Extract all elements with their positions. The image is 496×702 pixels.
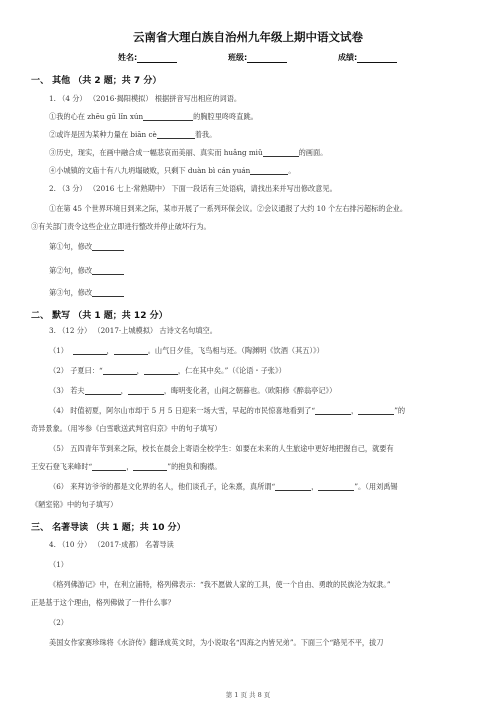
q3-part-4-comma: ， [351,406,359,415]
score-field [338,52,397,63]
q1-item-4-text: ④小城镇的文庙十有八九坍塌破败，只剩下 duàn bì cán yuán [49,166,251,175]
q3-part-3-blank-2[interactable] [128,386,164,395]
q3-part-2 [49,366,286,375]
q3-part-4-text: （4） 时值初夏，阿尔山市却于 5 月 5 日迎来一场大雪，早起的市民惊喜地看到了“ [49,406,316,415]
q3-part-4-blank-1[interactable] [315,406,351,415]
question-2-header: 2. （3 分） （2016 七上·常熟期中） 下面一段话有三处语病，请找出来并写出修改意见。 [49,184,337,193]
q1-item-1-blank[interactable] [143,112,193,121]
q3-part-3-tail: ，晦明变化者，山间之朝暮也。（欧阳修《醉翁亭记》） [163,386,337,395]
section-heading-1: 一、 其他 （共 2 题；共 7 分） [31,76,162,86]
class-field [228,52,287,63]
q3-part-4 [49,406,405,415]
q2-fix-1-label: 第①句，修改 [49,242,93,251]
q3-part-6-text: （6） 来拜访爷爷的都是文化界的名人，他们谈孔子，论朱熹，真所谓“ [49,482,276,491]
q1-item-3-tail: 的画面。 [298,148,328,157]
q4-sub-1-label: （1） [49,560,68,569]
q2-text-line-2: ③有关部门责令这些企业立即进行整改并停止破坏行为。 [31,222,211,231]
q3-part-4-blank-2[interactable] [358,406,394,415]
q1-item-2-text: ②或许是因为某种力量在 biān cè [49,130,157,139]
page-footer: 第 1 页 共 8 页 [225,691,271,699]
q3-part-1 [49,346,324,355]
q3-part-2-blank-2[interactable] [144,366,178,375]
q1-item-2 [49,130,216,139]
q3-part-2-comma: ， [136,366,144,375]
q3-part-6-blank-2[interactable] [318,482,354,491]
q2-fix-2-label: 第②句，修改 [49,266,93,275]
q1-item-4 [49,166,296,175]
q3-part-6-blank-1[interactable] [275,482,311,491]
q2-text-line-1: ①在第 45 个世界环境日到来之际，某市开展了一系列环保会议。②会议通报了大约 10 个左右排污超标的企业。 [49,204,408,213]
q2-fix-1-blank[interactable] [92,242,124,251]
q1-item-1-text: ①我的心在 zhēu gū lǐn xún [49,112,144,121]
class-label: 班级: [228,53,248,62]
score-label: 成绩: [338,53,358,62]
q3-part-5-text: 王安石登飞来峰时“ [31,462,93,471]
q3-part-3-text: （3） 若夫 [49,386,85,395]
q3-part-5-blank-2[interactable] [133,462,167,471]
student-info-row [0,52,496,66]
score-blank[interactable] [357,53,397,63]
q3-part-5-blank-1[interactable] [92,462,126,471]
q1-item-3 [49,148,327,157]
name-label: 姓名: [118,53,138,62]
name-field [118,52,177,63]
q3-part-5-line-2 [31,462,221,471]
q1-item-4-tail: 。 [288,166,296,175]
q3-part-4-line-2: 奇异景象。（用岑参《白雪歌送武判官归京》中的句子填写） [31,424,222,433]
q4-sub-2-label: （2） [49,618,68,627]
q3-part-2-tail: ，仁在其中矣。”（《论语・子张》） [177,366,286,375]
q3-part-1-blank-2[interactable] [114,346,148,355]
q3-part-5: （5） 五四青年节到来之际，校长在晨会上寄语全校学生：如要在未来的人生旅途中更好地把握自己，就要有 [49,444,394,453]
section-heading-2: 二、 默写 （共 1 题；共 12 分） [31,311,168,321]
q2-fix-2 [49,266,124,275]
q3-part-5-comma: ， [126,462,134,471]
q3-part-3-comma: ， [120,386,128,395]
q1-item-3-blank[interactable] [263,148,299,157]
q3-part-3-blank-1[interactable] [85,386,121,395]
q4-sub-1-text-1: 《格列佛游记》中，在利立浦特，格列佛表示：“我不愿做人家的工具，使一个自由、勇敢的民族沦为奴隶。” [49,580,391,589]
q1-item-2-tail: 着我。 [194,130,217,139]
q2-fix-1 [49,242,124,251]
q1-item-1 [49,112,258,121]
q1-item-1-tail: 的胸腔里咚咚直跳。 [193,112,258,121]
q4-sub-2-text-1: 美国女作家赛珍珠将《水浒传》翻译成英文时，为小说取名“四海之内皆兄弟”。下面三个“路见不平，拔刀 [49,638,384,647]
q3-part-6-comma: ， [311,482,319,491]
q1-item-3-text: ③历史，现实，在画中融合成一幅悲哀而美丽、真实而 huǎng miǔ [49,148,263,157]
q3-part-3 [49,386,336,395]
q3-part-4-tail: ”的 [394,406,406,415]
q3-part-2-text: （2） 子夏曰：“ [49,366,103,375]
question-3-header: 3. （12 分） （2017·上城模拟） 古诗文名句填空。 [49,326,217,335]
page-title: 云南省大理白族自治州九年级上期中语文试卷 [133,30,363,44]
q4-sub-1-text-2: 正是基于这个理由，格列佛做了一件什么事？ [31,598,175,607]
q3-part-5-tail: ”的抱负和胸襟。 [167,462,222,471]
q1-item-2-blank[interactable] [157,130,195,139]
q3-part-6-tail: ”。（用刘禹锡 [354,482,398,491]
q2-fix-3 [49,288,124,297]
q1-item-4-blank[interactable] [250,166,288,175]
section-heading-3: 三、 名著导读 （共 1 题；共 10 分） [31,523,186,533]
q3-part-1-num: （1） [49,346,68,355]
q2-fix-3-label: 第③句，修改 [49,288,93,297]
name-blank[interactable] [137,53,177,63]
q3-part-1-comma: ， [106,346,114,355]
question-1-header: 1. （4 分） （2016·揭阳模拟） 根据拼音写出相应的词语。 [49,94,242,103]
question-4-header: 4. （10 分） （2017·成都） 名著导读 [49,540,174,549]
q3-part-1-blank-1[interactable] [73,346,107,355]
q3-part-2-blank-1[interactable] [103,366,137,375]
class-blank[interactable] [247,53,287,63]
q3-part-1-tail: 。山气日夕佳，飞鸟相与还。（陶渊明《饮酒（其五）》） [147,346,324,355]
q3-part-6-line-2: 《陋室铭》中的句子填写） [31,500,118,509]
q3-part-6 [49,482,398,491]
q2-fix-2-blank[interactable] [92,266,124,275]
q2-fix-3-blank[interactable] [92,288,124,297]
